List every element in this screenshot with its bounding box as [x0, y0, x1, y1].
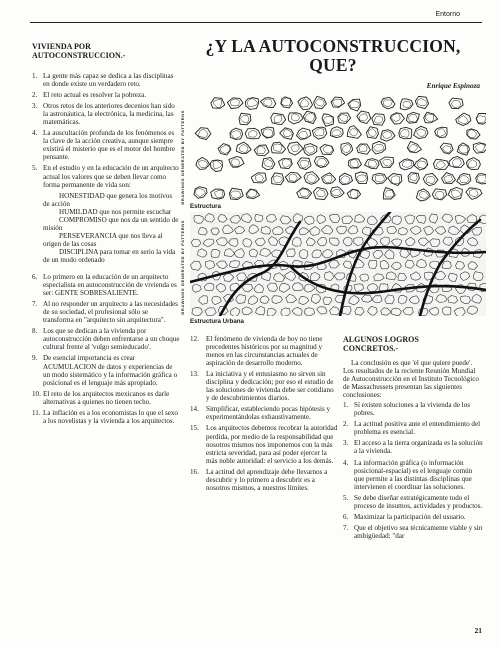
- list-text: Se debe diseñar estratégicamente todo el proceso de insumos, actividades y productos.: [354, 493, 483, 510]
- list-text: El acceso a la tierra organizada es la solución a la vivienda.: [354, 439, 483, 456]
- value-word: HONESTIDAD: [59, 191, 105, 200]
- list-item: [32, 102, 180, 126]
- list-text: Los arquitectos debemos recobrar la autoridad perdida, por medio de la responsabilidad que nosotros mismos nos imponemos con la más estricta severidad, para así poder ejercer la más noble autoridad: el servicio a los demás.: [206, 424, 338, 465]
- list-text: La actitud positiva ante el entendimiento del problema es esencial.: [354, 420, 481, 437]
- value-word: DISCIPLINA: [59, 247, 99, 256]
- right-intro-1: La conclusión es que 'el que quiere puede'.: [351, 359, 473, 367]
- list-number: 3.: [32, 102, 38, 111]
- header-rule: [30, 22, 482, 23]
- value-text: que nos da un sentido de misión: [43, 215, 179, 232]
- right-intro-2: Los resultados de la reciente Reunión Mundial de Autoconstrucción en el Instituto Tecnológico de Massachussets presentan las siguientes conclusiones:: [343, 367, 479, 400]
- section-tag: Entorno: [435, 11, 460, 18]
- article-title-line1: ¿Y LA AUTOCONSTRUCCION,: [205, 36, 461, 56]
- list-text: Sí existen soluciones a la vivienda de los pobres.: [354, 401, 471, 418]
- list-text: Que el objetivo sea técnicamente viable y sin ambigüedad: "dar: [354, 523, 483, 540]
- structure-drawing: [190, 94, 486, 202]
- list-item: [190, 424, 338, 464]
- left-list: [32, 72, 180, 189]
- left-heading-line1: VIVIENDA POR: [32, 42, 91, 51]
- list-item: [32, 300, 180, 324]
- value-item: [43, 248, 180, 264]
- list-number: 16.: [190, 467, 199, 476]
- list-text: La inflación es a los economistas lo que el sexo a los novelistas y la vivienda a los arquitectos.: [43, 408, 178, 425]
- list-item: [32, 91, 180, 99]
- value-text: para tomar en serio la vida de un modo ordenado: [43, 247, 176, 264]
- list-text: La iniciativa y el entusiasmo no sirven sin disciplina y dedicación; por eso el estudio de las soluciones de vivienda debe ser cotidiano y de descubrimientos diarios.: [206, 370, 334, 403]
- list-text: Lo primero en la educación de un arquitecto especialista en autoconstrucción de vivienda es ser: GENTE SOBRESALIENTE.: [43, 273, 177, 298]
- list-number: 12.: [190, 335, 199, 343]
- list-text: La actitud del aprendizaje debe llevarnos a descubrir y lo primero a descubrir es a nosotros mismos, a nuestros límites.: [206, 467, 328, 492]
- list-text: Al no responder un arquitecto a las necesidades de su sociedad, el profesional sólo se transforma en "arquitecto sin arquitectura".: [43, 300, 178, 325]
- list-item: [190, 335, 338, 367]
- list-text: Maximizar la participación del usuario.: [354, 512, 466, 521]
- article-title: [188, 37, 478, 75]
- value-word: HUMILDAD: [59, 207, 98, 216]
- author-name: Enrique Espinoza: [426, 82, 480, 90]
- list-number: 14.: [190, 405, 199, 414]
- figure-label-structure: Estructura: [190, 203, 221, 210]
- list-item: [343, 420, 483, 436]
- list-number: 4.: [32, 129, 38, 138]
- list-item: [343, 524, 483, 540]
- list-item: [190, 468, 338, 492]
- list-item: [32, 164, 180, 188]
- list-number: 1.: [343, 401, 349, 410]
- list-number: 6.: [343, 512, 349, 521]
- list-item: [190, 405, 338, 421]
- value-word: COMPROMISO: [59, 215, 107, 224]
- right-list: [343, 401, 483, 540]
- value-text: que nos permite escuchar: [97, 207, 172, 216]
- value-word: PERSEVERANCIA: [59, 231, 117, 240]
- list-text: El reto de los arquitectos mexicanos es darle alternativas a quienes no tienen techo.: [43, 389, 170, 406]
- list-text: Simplificar, estableciendo pocas hipótesis y experimentándolas exhaustivamente.: [206, 405, 331, 422]
- figure-credit-bottom: DRAWINGS GENERATED BY PATTERNS: [180, 220, 185, 315]
- list-text: La información gráfica (o información posicional-espacial) es el lenguaje común que permite a las distintas disciplinas que intervienen el coordinar las soluciones.: [354, 458, 473, 491]
- list-text: Los que se dedican a la vivienda por autoconstrucción deben enfrentarse a un choque cultural frente al 'vulgo semieducado'.: [43, 327, 180, 352]
- list-number: 8.: [32, 327, 38, 336]
- value-text: que nos lleva al origen de las cosas: [43, 231, 163, 248]
- list-item: [343, 513, 483, 521]
- list-item: [32, 327, 180, 351]
- list-number: 4.: [343, 458, 349, 467]
- list-number: 2.: [32, 91, 38, 100]
- list-number: 13.: [190, 370, 199, 379]
- list-item: [32, 354, 180, 386]
- right-heading-line1: ALGUNOS LOGROS: [343, 335, 419, 344]
- value-item: [43, 192, 180, 208]
- list-number: 2.: [343, 420, 349, 429]
- list-item: [343, 401, 483, 417]
- list-text: El fenómeno de vivienda de hoy no tiene precedentes históricos por su magnitud y menos en las circunstancias actuales de aspiración de desarrollo moderno.: [206, 335, 323, 368]
- list-item: [343, 494, 483, 510]
- urban-structure-figure: [190, 212, 486, 316]
- list-text: Otros retos de los anteriores decenios han sido la astronáutica, la electrónica, la medicina, las matemáticas.: [43, 102, 175, 127]
- article-title-line2: QUE?: [309, 55, 357, 75]
- left-list-continued: [32, 273, 180, 425]
- list-number: 15.: [190, 424, 199, 433]
- list-text: El reto actual es resolver la pobreza.: [43, 91, 147, 100]
- value-item: [43, 216, 180, 232]
- list-number: 11.: [32, 408, 41, 417]
- left-heading-line2: AUTOCONSTRUCCION.-: [32, 51, 126, 60]
- structure-figure: [190, 94, 486, 202]
- list-number: 1.: [32, 72, 38, 80]
- list-item: [32, 409, 180, 425]
- figure-label-urban: Estructura Urbana: [190, 318, 244, 325]
- list-item: [343, 459, 483, 491]
- left-column: [32, 42, 180, 428]
- urban-structure-drawing: [190, 212, 486, 316]
- list-text: En el estudio y en la educación de un arquitecto actual los valores que se deben llevar como forma permanente de vida son:: [43, 164, 179, 189]
- middle-column: [190, 335, 338, 495]
- right-column: [343, 335, 483, 543]
- list-text: De esencial importancia es crear ACUMULACION de datos y experiencias de un modo sistemático y la información gráfica o posicional es el lenguaje más apropiado.: [43, 354, 178, 387]
- list-number: 9.: [32, 354, 38, 363]
- list-item: [343, 439, 483, 455]
- list-number: 10.: [32, 389, 41, 398]
- figure-credit-top: DRAWINGS GENERATED BY PATTERNS: [180, 110, 185, 205]
- value-text: que genera los motivos de acción: [43, 191, 173, 208]
- list-item: [32, 72, 180, 88]
- list-text: La gente más capaz se dedica a las disciplinas en donde existe un verdadero reto.: [43, 72, 174, 89]
- list-number: 5.: [343, 493, 349, 502]
- value-item: [43, 232, 180, 248]
- list-item: [32, 129, 180, 161]
- list-number: 3.: [343, 439, 349, 448]
- value-item: [43, 208, 180, 216]
- values-list: [43, 192, 180, 264]
- list-item: [190, 370, 338, 402]
- list-number: 7.: [343, 523, 349, 532]
- list-item: [32, 273, 180, 297]
- right-heading-line2: CONCRETOS.-: [343, 344, 399, 353]
- middle-list: [190, 335, 338, 492]
- list-number: 7.: [32, 300, 38, 309]
- list-number: 5.: [32, 164, 38, 173]
- list-number: 6.: [32, 273, 38, 282]
- list-item: [32, 390, 180, 406]
- list-text: La auscultación profunda de los fenómenos es la clave de la acción creativa, aunque siempre existirá el misterio que es el motor del hombre pensante.: [43, 129, 175, 162]
- page-number: 21: [474, 626, 482, 635]
